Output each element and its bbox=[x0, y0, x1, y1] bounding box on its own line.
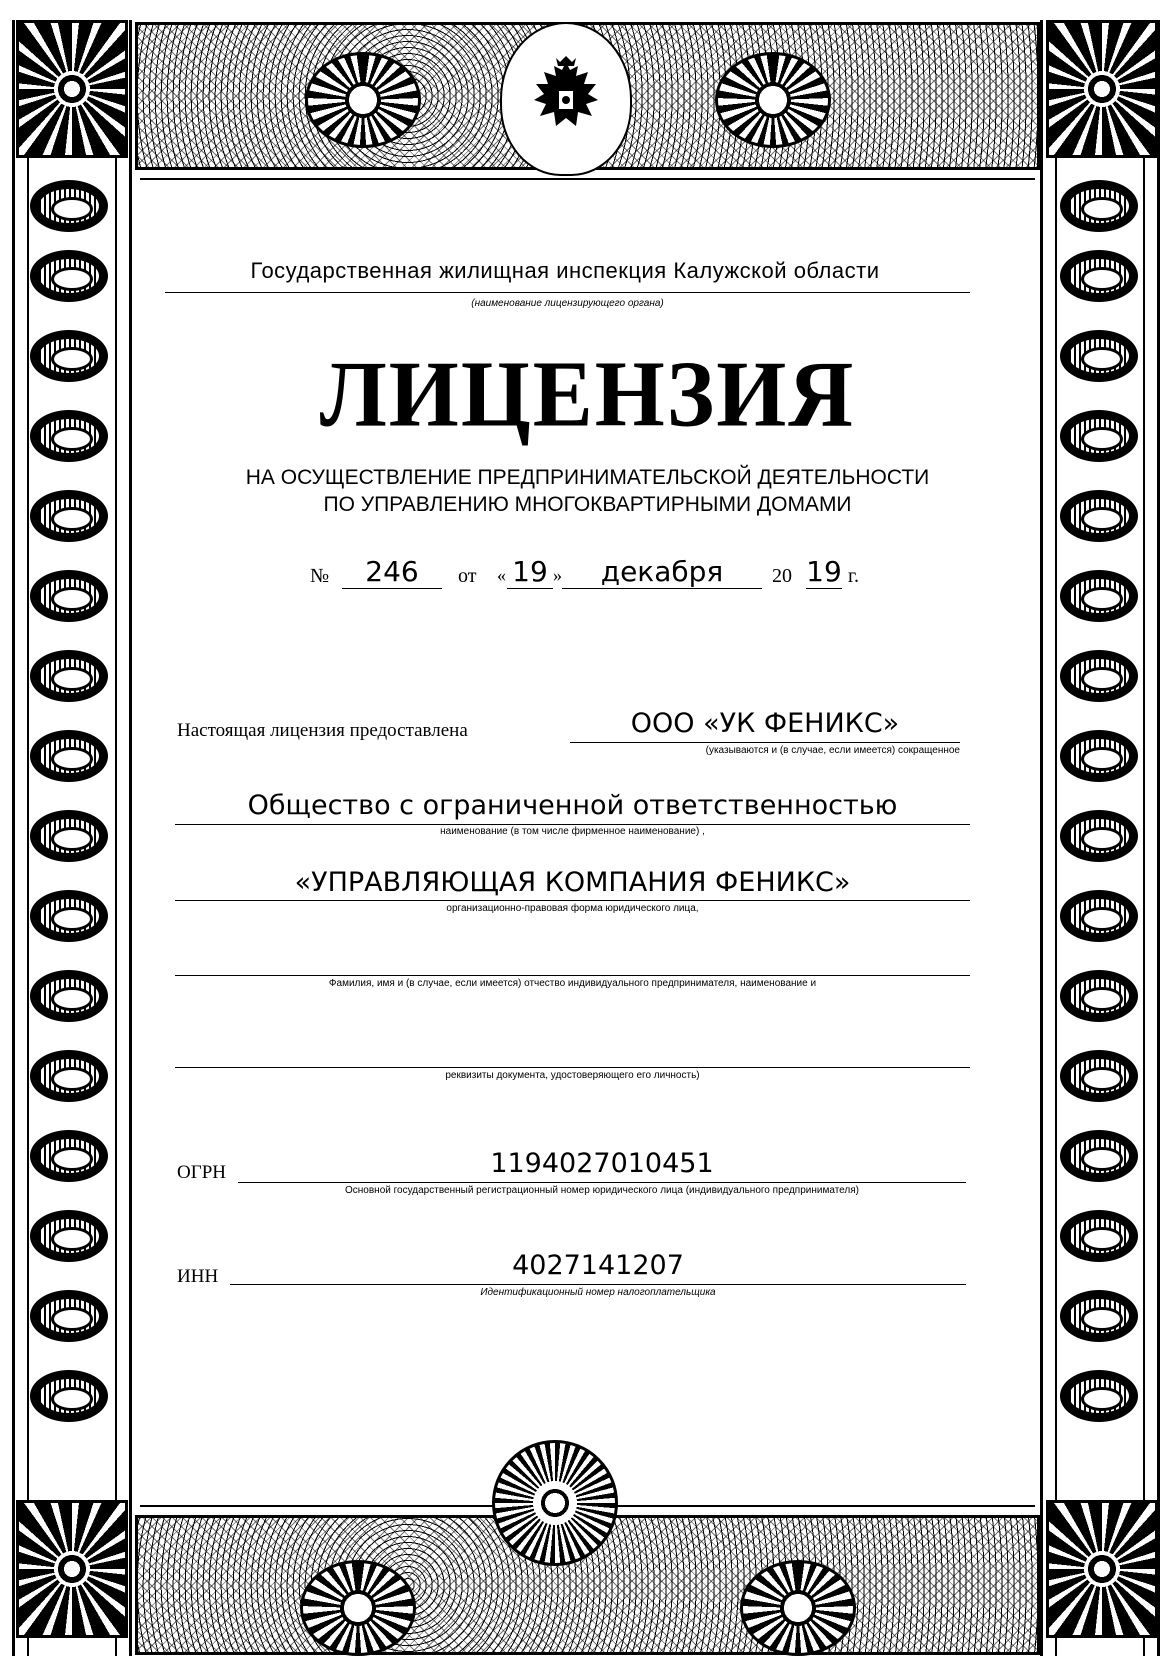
left-oval-ornament bbox=[30, 1210, 108, 1262]
inn-underline bbox=[230, 1284, 966, 1285]
ogrn-value: 1194027010451 bbox=[490, 1148, 714, 1179]
short-name-caption: (указываются и (в случае, если имеется) сокращенное bbox=[705, 745, 960, 756]
right-oval-ornament bbox=[1060, 970, 1138, 1022]
licensee-short-name: ООО «УК ФЕНИКС» bbox=[630, 708, 900, 739]
year-label: г. bbox=[848, 565, 859, 587]
left-oval-ornament bbox=[30, 330, 108, 382]
left-oval-ornament bbox=[30, 970, 108, 1022]
left-oval-ornament bbox=[30, 410, 108, 462]
inn-label: ИНН bbox=[177, 1266, 219, 1287]
right-oval-ornament bbox=[1060, 1130, 1138, 1182]
top-left-rosette bbox=[305, 52, 421, 148]
left-oval-ornament bbox=[30, 1370, 108, 1422]
top-guilloche-band bbox=[135, 22, 1040, 170]
ogrn-caption: Основной государственный регистрационный номер юридического лица (индивидуального предпринимателя) bbox=[345, 1185, 859, 1196]
number-label: № bbox=[310, 565, 330, 587]
top-right-rosette bbox=[715, 52, 831, 148]
bottom-inner-rule bbox=[140, 1505, 1035, 1507]
bottom-right-rosette bbox=[740, 1560, 856, 1656]
right-oval-ornament bbox=[1060, 810, 1138, 862]
right-oval-ornament bbox=[1060, 650, 1138, 702]
top-inner-rule bbox=[140, 178, 1035, 180]
issue-day-underline bbox=[507, 588, 553, 589]
full-name-line-2-underline bbox=[175, 900, 970, 901]
top-right-corner-ornament bbox=[1046, 20, 1158, 158]
licensee-full-name-line-1: Общество с ограниченной ответственностью bbox=[247, 790, 898, 821]
right-oval-ornament bbox=[1060, 1370, 1138, 1422]
bottom-left-corner-ornament bbox=[16, 1500, 128, 1638]
authority-caption: (наименование лицензирующего органа) bbox=[471, 298, 664, 309]
left-oval-ornament bbox=[30, 180, 108, 232]
left-oval-ornament bbox=[30, 1050, 108, 1102]
bottom-left-rosette bbox=[300, 1560, 416, 1656]
right-oval-ornament bbox=[1060, 890, 1138, 942]
left-ornament-column bbox=[12, 20, 132, 1656]
issue-month: декабря bbox=[600, 555, 724, 588]
right-oval-ornament bbox=[1060, 1290, 1138, 1342]
full-name-line-1-underline bbox=[175, 824, 970, 825]
coat-of-arms-emblem bbox=[500, 22, 632, 176]
left-oval-ornament bbox=[30, 810, 108, 862]
subtitle-line-1: НА ОСУЩЕСТВЛЕНИЕ ПРЕДПРИНИМАТЕЛЬСКОЙ ДЕЯТЕЛЬНОСТИ bbox=[245, 466, 930, 489]
licensee-label: Настоящая лицензия предоставлена bbox=[177, 720, 468, 741]
issue-day: 19 bbox=[512, 555, 548, 588]
bottom-guilloche-band bbox=[135, 1515, 1040, 1655]
ogrn-underline bbox=[238, 1182, 966, 1183]
right-oval-ornament bbox=[1060, 410, 1138, 462]
license-number-underline bbox=[342, 588, 442, 589]
document-title: ЛИЦЕНЗИЯ bbox=[319, 342, 856, 447]
left-oval-ornament bbox=[30, 570, 108, 622]
license-number: 246 bbox=[365, 555, 419, 588]
individual-name-underline bbox=[175, 975, 970, 976]
year-prefix: 20 bbox=[772, 565, 792, 587]
issue-year: 19 bbox=[806, 555, 842, 588]
top-left-corner-ornament bbox=[16, 20, 128, 158]
right-oval-ornament bbox=[1060, 1210, 1138, 1262]
left-oval-ornament bbox=[30, 890, 108, 942]
right-oval-ornament bbox=[1060, 490, 1138, 542]
from-label: от bbox=[458, 565, 477, 587]
ogrn-label: ОГРН bbox=[177, 1162, 226, 1183]
right-oval-ornament bbox=[1060, 330, 1138, 382]
right-oval-ornament bbox=[1060, 250, 1138, 302]
individual-name-caption: Фамилия, имя и (в случае, если имеется) отчество индивидуального предпринимателя, наименование и bbox=[328, 978, 817, 989]
right-oval-ornament bbox=[1060, 1050, 1138, 1102]
authority-underline bbox=[165, 292, 970, 293]
left-oval-ornament bbox=[30, 1290, 108, 1342]
identity-document-underline bbox=[175, 1067, 970, 1068]
licensing-authority: Государственная жилищная инспекция Калужской области bbox=[250, 258, 880, 283]
left-oval-ornament bbox=[30, 650, 108, 702]
right-ornament-column bbox=[1040, 20, 1160, 1656]
open-quote: « bbox=[497, 565, 506, 585]
close-quote: » bbox=[553, 565, 562, 585]
bottom-right-corner-ornament bbox=[1046, 1500, 1158, 1638]
licensee-full-name-line-2: «УПРАВЛЯЮЩАЯ КОМПАНИЯ ФЕНИКС» bbox=[294, 867, 851, 898]
full-name-caption-1: наименование (в том числе фирменное наименование) , bbox=[440, 826, 705, 837]
right-oval-ornament bbox=[1060, 180, 1138, 232]
bottom-seal-rosette bbox=[492, 1440, 618, 1566]
licensee-short-name-underline bbox=[570, 742, 960, 743]
issue-month-underline bbox=[562, 588, 762, 589]
right-oval-ornament bbox=[1060, 570, 1138, 622]
left-oval-ornament bbox=[30, 490, 108, 542]
left-oval-ornament bbox=[30, 1130, 108, 1182]
left-oval-ornament bbox=[30, 730, 108, 782]
issue-year-underline bbox=[806, 588, 842, 589]
right-oval-ornament bbox=[1060, 730, 1138, 782]
left-oval-ornament bbox=[30, 250, 108, 302]
inn-value: 4027141207 bbox=[512, 1250, 684, 1281]
inn-caption: Идентификационный номер налогоплательщика bbox=[480, 1287, 716, 1298]
identity-document-caption: реквизиты документа, удостоверяющего его личность) bbox=[445, 1070, 700, 1081]
subtitle-line-2: ПО УПРАВЛЕНИЮ МНОГОКВАРТИРНЫМИ ДОМАМИ bbox=[323, 493, 852, 516]
full-name-caption-2: организационно-правовая форма юридического лица, bbox=[446, 903, 699, 914]
